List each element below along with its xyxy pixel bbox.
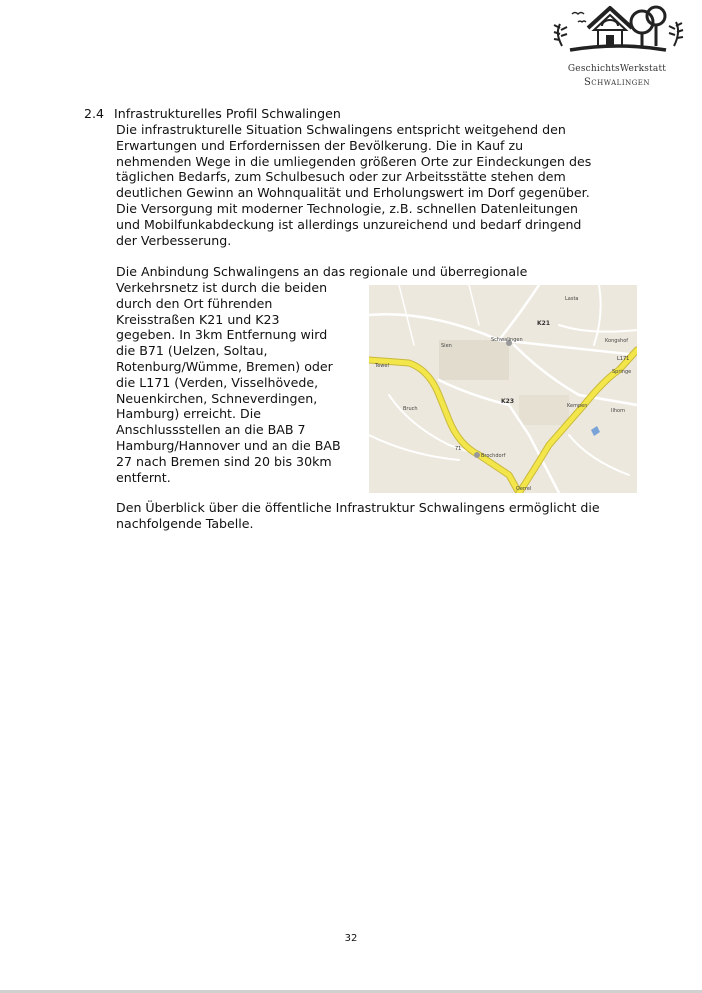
section-heading (84, 106, 341, 122)
paragraph-infrastructure-situation (116, 122, 591, 248)
paragraph-line: täglichen Bedarfs, zum Schulbesuch oder zur Arbeitsstätte stehen dem (116, 169, 566, 185)
paragraph-line: nachfolgende Tabelle. (116, 515, 254, 531)
paragraph-line: Kreisstraßen K21 und K23 (116, 311, 280, 327)
logo-title-line1: GeschichtsWerkstatt (567, 64, 667, 74)
paragraph-line: Hamburg) erreicht. Die (116, 406, 261, 422)
paragraph-line: Verkehrsnetz ist durch die beiden (116, 280, 328, 295)
map-label: Springe (612, 369, 632, 375)
map-label: K21 (537, 320, 550, 327)
map-label: Tewel (375, 363, 389, 369)
logo-title-line2: Schwalingen (583, 77, 651, 88)
paragraph-line: der Verbesserung. (116, 232, 232, 248)
paragraph-line: Den Überblick über die öffentliche Infrastruktur Schwalingens ermöglicht die (116, 500, 600, 515)
paragraph-line: gegeben. In 3km Entfernung wird (116, 327, 328, 343)
paragraph-line: Rotenburg/Wümme, Bremen) oder (116, 358, 333, 374)
map-label: Lasta (565, 296, 579, 302)
map-label: Bruch (403, 406, 418, 412)
paragraph-line: 27 nach Bremen sind 20 bis 30km (116, 453, 332, 469)
geschichtswerkstatt-logo (548, 2, 686, 90)
paragraph-line: Neuenkirchen, Schneverdingen, (116, 390, 318, 406)
paragraph-line: Erwartungen und Erfordernissen der Bevölkerung. Die in Kauf zu (116, 137, 524, 153)
paragraph-line: nehmenden Wege in die umliegenden größeren Orte zur Eindeckungen des (116, 153, 592, 169)
paragraph-line: Hamburg/Hannover und an die BAB (116, 437, 341, 453)
section-title: Infrastrukturelles Profil Schwalingen (114, 106, 341, 121)
paragraph-line: durch den Ort führenden (116, 295, 273, 311)
paragraph-line: Die infrastrukturelle Situation Schwalingens entspricht weitgehend den (116, 122, 566, 137)
paragraph-traffic-lead: Die Anbindung Schwalingens an das regionale und überregionale (116, 264, 528, 279)
map-label: Kongshof (605, 338, 629, 344)
paragraph-line: die L171 (Verden, Visselhövede, (116, 374, 319, 390)
map-label: L171 (617, 356, 630, 362)
map-label: K23 (501, 398, 514, 405)
paragraph-line: Anschlussstellen an die BAB 7 (116, 422, 306, 438)
paragraph-traffic-connection (116, 280, 341, 485)
map-label: Kempen (567, 403, 588, 409)
page-number: 32 (344, 933, 358, 944)
map-label: 71 (455, 446, 462, 452)
paragraph-line: Die Versorgung mit moderner Technologie, z.B. schnellen Datenleitungen (116, 200, 578, 216)
map-label: Ilhorn (611, 408, 626, 414)
paragraph-line: deutlichen Gewinn an Wohnqualität und Erholungswert im Dorf gegenüber. (116, 185, 590, 201)
map-label: Sien (441, 343, 452, 349)
logo-house-icon (548, 2, 686, 64)
paragraph-line: entfernt. (116, 469, 171, 485)
paragraph-line: und Mobilfunkabdeckung ist allerdings unzureichend und bedarf dringend (116, 216, 582, 232)
road-map-image (369, 285, 637, 493)
map-label: Oerrel (516, 486, 532, 492)
map-label: Brochdorf (481, 453, 506, 459)
paragraph-table-intro (116, 500, 600, 532)
paragraph-line: die B71 (Uelzen, Soltau, (116, 343, 268, 359)
section-number: 2.4 (84, 106, 105, 121)
map-label: Schwalingen (491, 337, 523, 343)
